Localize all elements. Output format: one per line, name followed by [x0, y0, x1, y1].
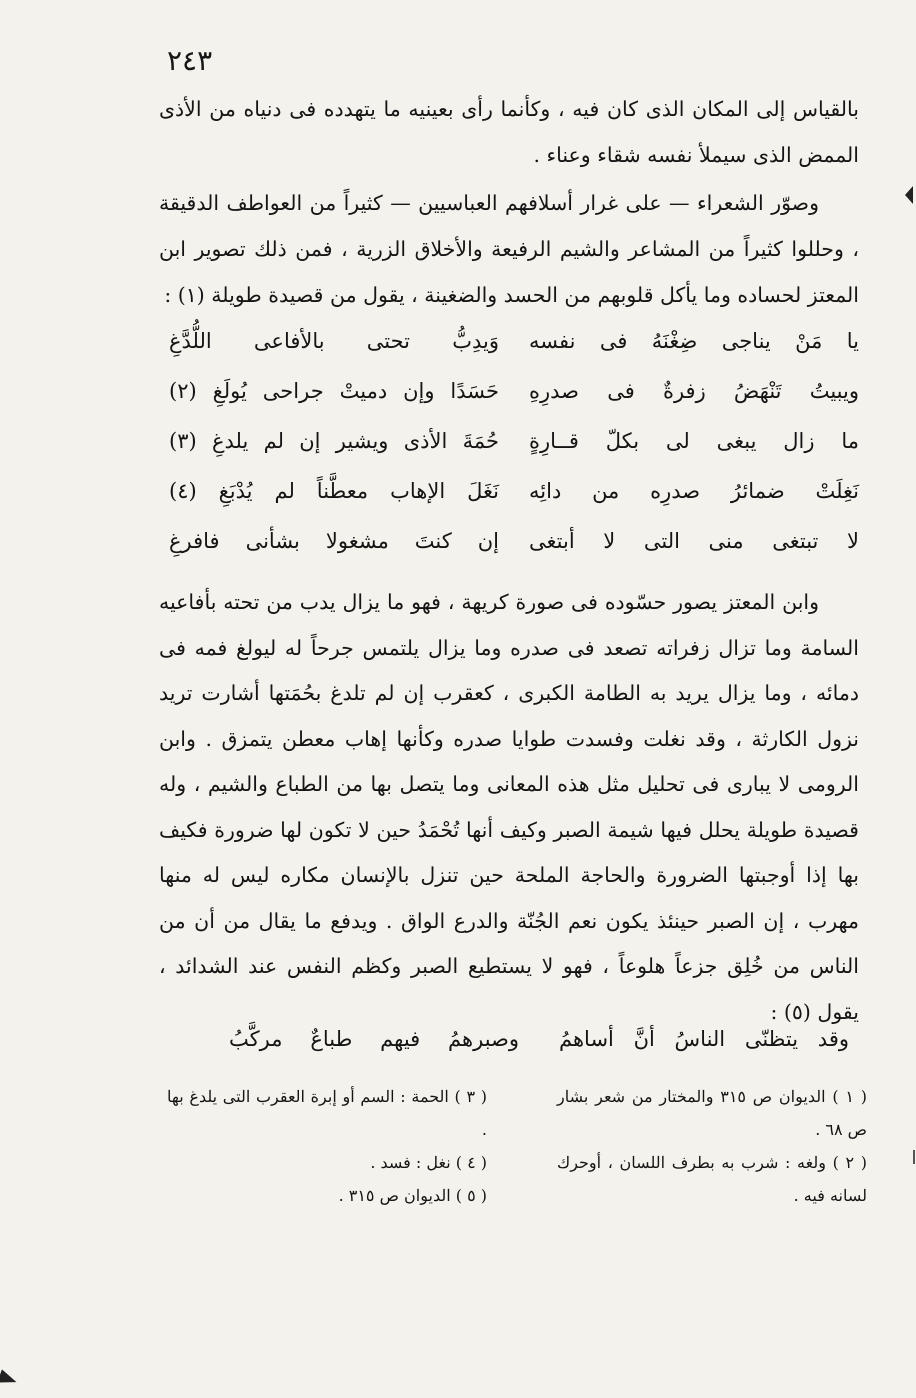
- poem-verse: [170, 516, 860, 566]
- verse-first-hemistich: لا تبتغى منى التى لا أبتغى: [530, 529, 860, 553]
- footnote-5: ( ٥ ) الديوان ص ٣١٥ .: [339, 1186, 488, 1205]
- verse-first-hemistich: ما زال يبغى لى بكلّ قــارِةٍ: [530, 429, 860, 453]
- page-number: ٢٤٣: [168, 44, 214, 77]
- verse-second-hemistich: إن كنتَ مشغولا بشأنى فافرغِ: [170, 529, 500, 553]
- verse-second-hemistich: حَسَدًا وإن دميتْ جراحى يُولَغِ (٢): [170, 379, 500, 403]
- footnote-2: ( ٢ ) ولغه : شرب به بطرف اللسان ، أوحرك لسانه فيه .: [558, 1153, 869, 1205]
- footnote-3: ( ٣ ) الحمة : السم أو إبرة العقرب التى يلدغ بها .: [168, 1087, 488, 1139]
- paragraph-analysis: وابن المعتز يصور حسّوده فى صورة كريهة ، فهو ما يزال يدب من تحته بأفاعيه السامة وما تزال زفراته تصعد فى صدره وما يزال يلتمس جرحاً له ليولغ فمه فى دمائه ، وما يزال يريد به الطامة الكبرى ، كعقرب إن لم تلدغ بحُمَتها أشارت تريد نزول الكارثة ، وقد نغلت وفسدت طوايا صدره وكأنها إهاب معطن يتمزق . وابن الرومى لا يبارى فى تحليل مثل هذه المعانى وما يتصل بها من الطباع والشيم ، وله قصيدة طويلة يحلل فيها شيمة الصبر وكيف أنها تُحْمَدُ حين لا تكون لها ضرورة فكيف بها إذا أوجبتها الضرورة والحاجة الملحة حين تنزل بالإنسان مكاره ليس له منها مهرب ، إن الصبر حينئذ يكون نعم الجُنّة والدرع الواق . ويدفع ما يقال من أن من الناس من خُلِق جزعاً هلوعاً ، فهو لا يستطيع الصبر وكظم النفس عند الشدائد ، يقول (٥) :: [160, 590, 860, 1024]
- verse-first-hemistich: ويبيتُ تَنْهَضُ زفرةٌ فى صدرِهِ: [530, 379, 860, 403]
- poem-verse: [170, 466, 860, 516]
- verse-first-hemistich: نَغِلَتْ ضمائرُ صدرِه من دائِه: [530, 479, 860, 503]
- verse-second-hemistich: حُمَةَ الأذى ويشير إن لم يلدغِ (٣): [170, 429, 500, 453]
- poem-verse-ibn-al-rumi: [230, 1014, 850, 1064]
- poem-verse: [170, 316, 860, 366]
- verse-second-hemistich: وصبرهمُ فيهم طباعٌ مركَّبُ: [230, 1027, 520, 1051]
- verse-first-hemistich: وقد يتظنّى الناسُ أنَّ أساهمُ: [560, 1027, 850, 1051]
- footnotes-left-column: [168, 1080, 488, 1212]
- verse-first-hemistich: يا مَنْ يناجى ضِغْنَهُ فى نفسه: [530, 329, 860, 353]
- poem-verse: [170, 366, 860, 416]
- paragraph-poets: وصوّر الشعراء — على غرار أسلافهم العباسيين — كثيراً من العواطف الدقيقة ، وحللوا كثيراً من المشاعر والشيم الرفيعة والأخلاق الزرية ، فمن ذلك تصوير ابن المعتز لحساده وما يأكل قلوبهم من الحسد والضغينة ، يقول من قصيدة طويلة (١) :: [160, 191, 860, 307]
- footnotes-right-column: [558, 1080, 868, 1212]
- footnote-4: ( ٤ ) نغل : فسد .: [371, 1153, 488, 1172]
- footnotes: [168, 1080, 868, 1212]
- verse-second-hemistich: وَيدِبُّ تحتى بالأفاعى اللُّدَّغِ: [170, 329, 500, 353]
- margin-mark-icon: [906, 186, 914, 204]
- corner-mark-icon: [0, 1369, 20, 1388]
- paragraph-intro: بالقياس إلى المكان الذى كان فيه ، وكأنما رأى بعينيه ما يتهدده فى دنياه من الأذى الممض الذى سيملأ نفسه شقاء وعناء .: [160, 97, 860, 167]
- footnote-1: ( ١ ) الديوان ص ٣١٥ والمختار من شعر بشار ص ٦٨ .: [558, 1087, 869, 1139]
- verse-second-hemistich: نَغَلَ الإهاب معطَّناً لم يُدْبَغِ (٤): [170, 479, 500, 503]
- poem-ibn-al-mutazz: [170, 316, 860, 566]
- poem-verse: [170, 416, 860, 466]
